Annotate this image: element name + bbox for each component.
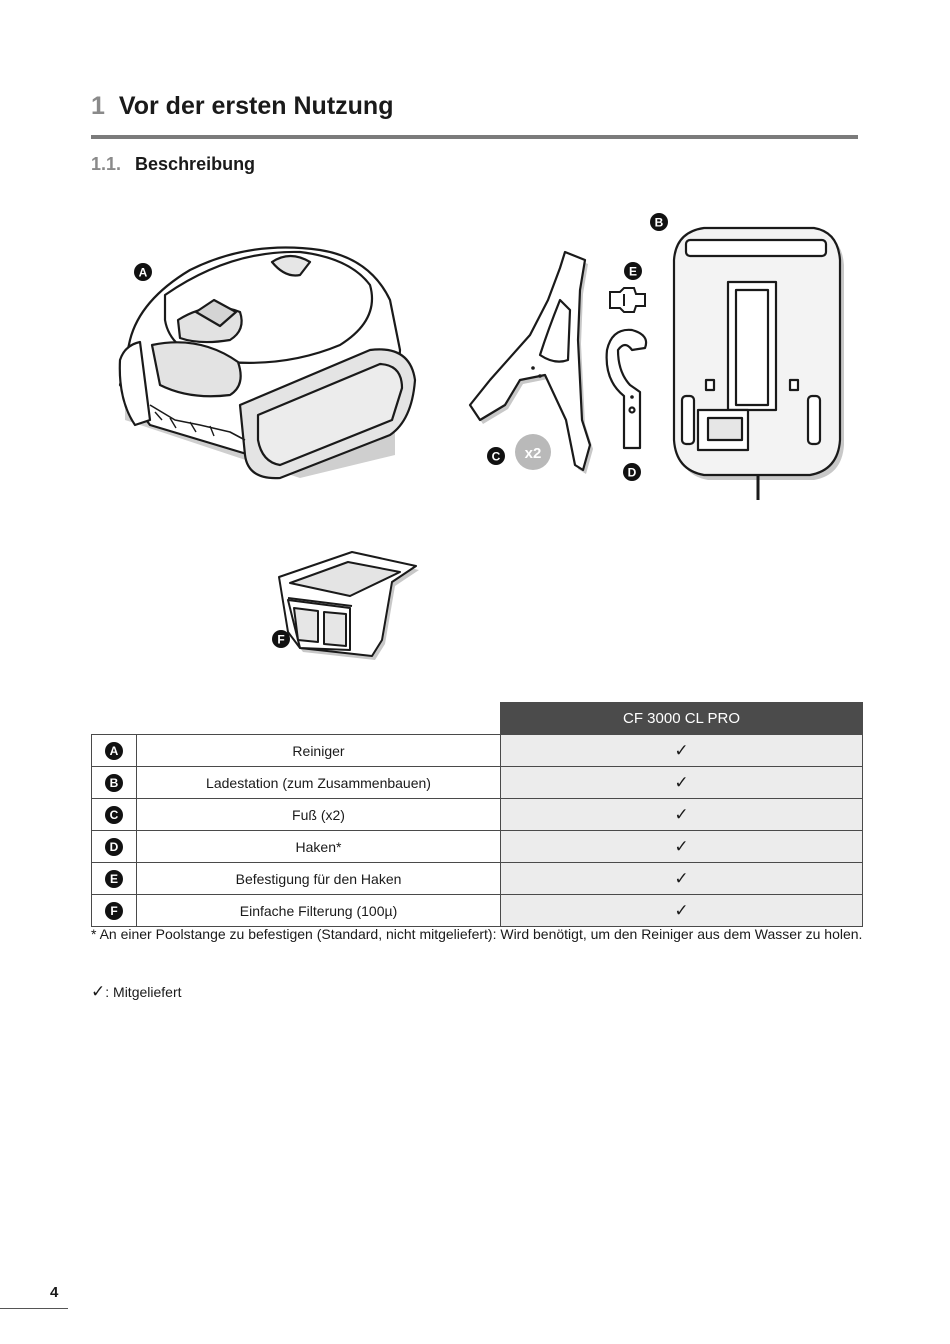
svg-text:E: E [628,264,638,279]
model-header: CF 3000 CL PRO [501,703,863,735]
table-header-row [92,703,863,735]
charging-station-drawing [674,228,844,500]
label-badge-a [134,263,152,281]
svg-text:C: C [491,449,501,464]
legend-text: : Mitgeliefert [105,984,182,1000]
section-heading [91,154,255,175]
part-name: Einfache Filterung (100µ) [137,895,501,927]
part-name: Fuß (x2) [137,799,501,831]
robot-cleaner-drawing [120,248,415,479]
svg-text:F: F [277,632,285,647]
table-row [92,735,863,767]
check-icon: ✓ [501,767,863,799]
table-row [92,831,863,863]
row-letter-badge: F [105,902,123,920]
filter-basket-drawing [279,552,419,660]
parts-table [91,702,863,927]
label-badge-b [650,213,668,231]
label-badge-d [623,463,641,481]
label-badge-f [272,630,290,648]
hook-drawing [607,330,646,448]
page-number: 4 [50,1284,59,1301]
check-icon: ✓ [501,831,863,863]
product-illustration [0,200,950,670]
chapter-heading [91,92,393,121]
table-row [92,895,863,927]
check-icon: ✓ [91,982,106,1001]
quantity-badge-text: x2 [524,445,542,462]
row-letter-badge: E [105,870,123,888]
row-letter-badge: B [105,774,123,792]
section-title: Beschreibung [135,154,256,174]
part-name: Reiniger [137,735,501,767]
table-row [92,799,863,831]
row-letter-badge: A [105,742,123,760]
chapter-title: Vor der ersten Nutzung [118,92,394,120]
svg-text:B: B [654,215,664,230]
check-icon: ✓ [501,895,863,927]
check-icon: ✓ [501,863,863,895]
legend [91,982,182,1002]
row-letter-badge: C [105,806,123,824]
heading-rule [91,135,858,139]
label-badge-c [487,447,505,465]
chapter-number: 1 [91,92,105,120]
part-name: Haken* [137,831,501,863]
table-row [92,863,863,895]
check-icon: ✓ [501,735,863,767]
footnote: * An einer Poolstange zu befestigen (Standard, nicht mitgeliefert): Wird benötigt, um den Reiniger aus dem Wasser zu holen. [91,926,863,942]
part-name: Befestigung für den Haken [137,863,501,895]
check-icon: ✓ [501,799,863,831]
svg-text:A: A [138,265,148,280]
label-badge-e [624,262,642,280]
part-name: Ladestation (zum Zusammenbauen) [137,767,501,799]
page-number-rule [0,1308,68,1309]
table-row [92,767,863,799]
svg-text:D: D [627,465,637,480]
section-number: 1.1. [91,154,122,174]
row-letter-badge: D [105,838,123,856]
hook-fastener-drawing [610,288,645,312]
